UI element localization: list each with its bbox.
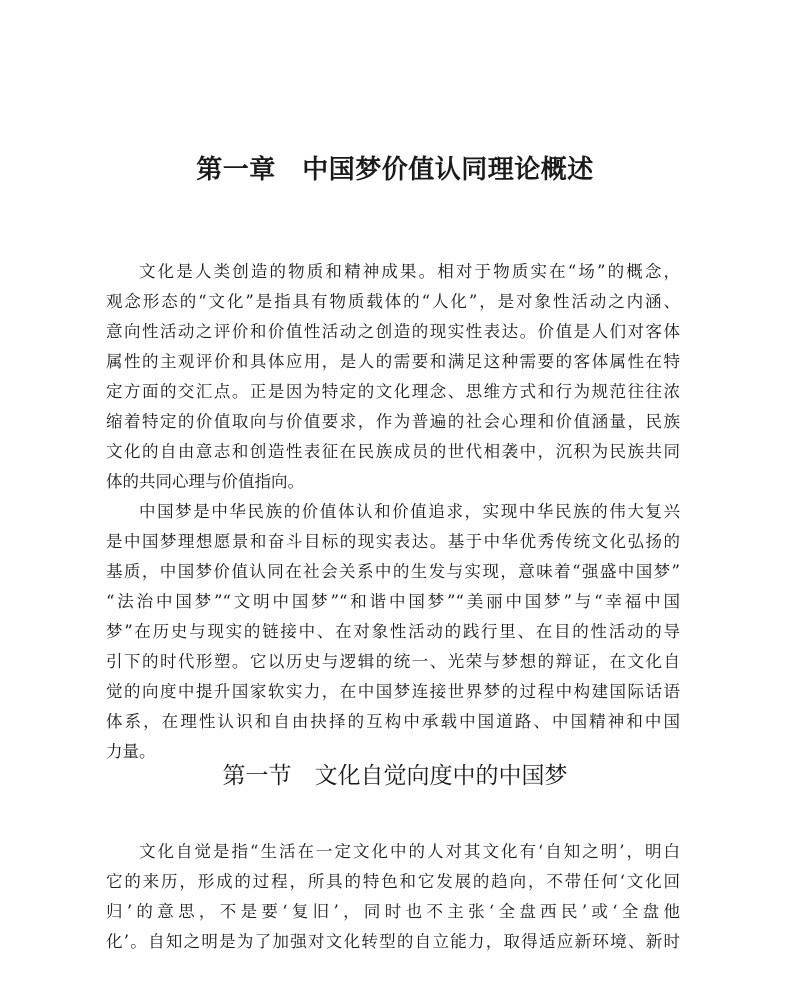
paragraph-line: 力量。 — [106, 742, 156, 761]
paragraph-line: 文化是人类创造的物质和精神成果。相对于物质实在“场”的概念， — [139, 262, 680, 281]
paragraph-line: 体系，在理性认识和自由抉择的互构中承载中国道路、中国精神和中国 — [106, 712, 680, 731]
paragraph-line: 体的共同心理与价值指向。 — [106, 472, 304, 491]
paragraph-line: 引下的时代形塑。它以历史与逻辑的统一、光荣与梦想的辩证，在文化自 — [106, 652, 680, 671]
paragraph-line: 意向性活动之评价和价值性活动之创造的现实性表达。价值是人们对客体 — [106, 322, 680, 341]
paragraph-line: 它的来历，形成的过程，所具的特色和它发展的趋向，不带任何‘文化回 — [106, 872, 680, 891]
paragraph-line: 归’的意思，不是要‘复旧’，同时也不主张‘全盘西民’或‘全盘他 — [106, 902, 680, 921]
paragraph-line: 中国梦是中华民族的价值体认和价值追求，实现中华民族的伟大复兴 — [139, 502, 680, 521]
paragraph-line: 观念形态的“文化”是指具有物质载体的“人化”，是对象性活动之内涵、 — [106, 292, 680, 311]
paragraph-line: “法治中国梦”“文明中国梦”“和谐中国梦”“美丽中国梦”与“幸福中国 — [106, 592, 680, 611]
paragraph-line: 定方面的交汇点。正是因为特定的文化理念、思维方式和行为规范往往浓 — [106, 382, 680, 401]
paragraph-line: 梦”在历史与现实的链接中、在对象性活动的践行里、在目的性活动的导 — [106, 622, 680, 641]
paragraph-line: 文化自觉是指“生活在一定文化中的人对其文化有‘自知之明’，明白 — [139, 842, 680, 861]
paragraph-line: 觉的向度中提升国家软实力，在中国梦连接世界梦的过程中构建国际话语 — [106, 682, 680, 701]
paragraph-line: 缩着特定的价值取向与价值要求，作为普遍的社会心理和价值涵量，民族 — [106, 412, 680, 431]
chapter-title: 第一章 中国梦价值认同理论概述 — [196, 155, 594, 185]
paragraph-line: 是中国梦理想愿景和奋斗目标的现实表达。基于中华优秀传统文化弘扬的 — [106, 532, 680, 551]
paragraph-line: 化’。自知之明是为了加强对文化转型的自立能力，取得适应新环境、新时 — [106, 932, 680, 951]
section-title: 第一节 文化自觉向度中的中国梦 — [222, 763, 568, 789]
paragraph-line: 文化的自由意志和创造性表征在民族成员的世代相袭中，沉积为民族共同 — [106, 442, 680, 461]
paragraph-line: 基质，中国梦价值认同在社会关系中的生发与实现，意味着“强盛中国梦” — [106, 562, 680, 581]
paragraph-line: 属性的主观评价和具体应用，是人的需要和满足这种需要的客体属性在特 — [106, 352, 680, 371]
